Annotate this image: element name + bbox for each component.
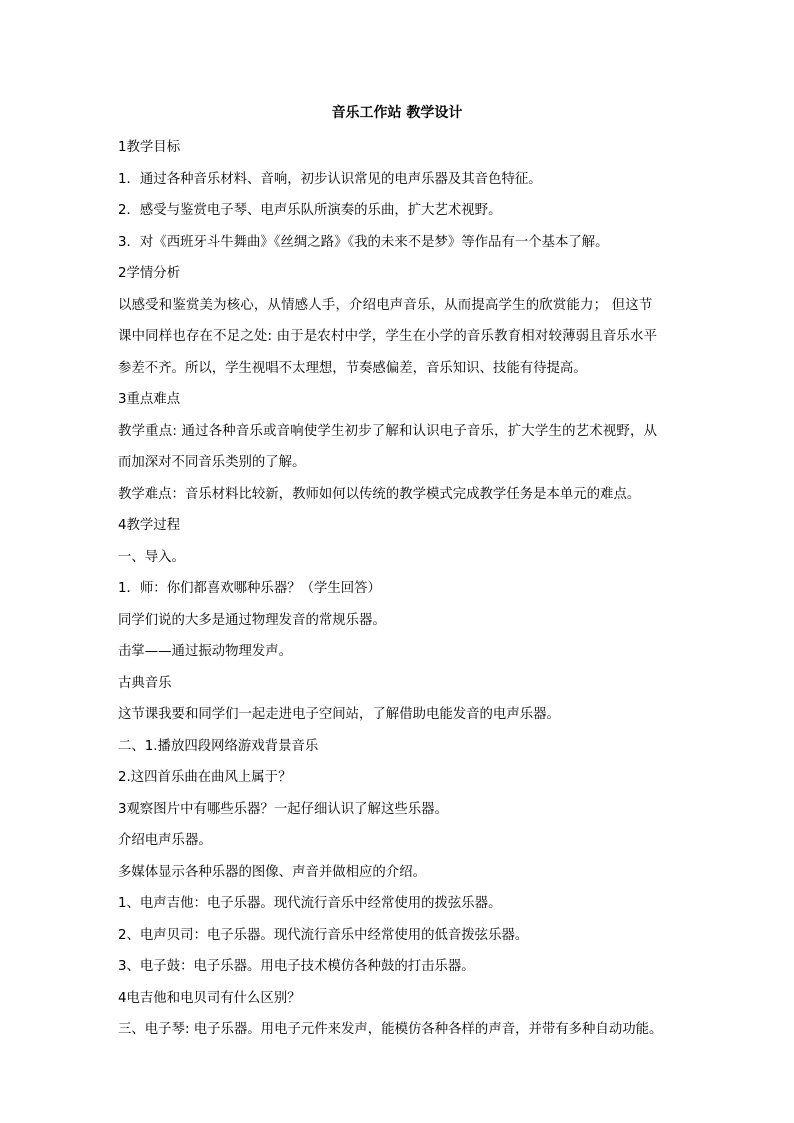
paragraph-line: 这节课我要和同学们一起走进电子空间站，了解借助电能发音的电声乐器。 (118, 707, 560, 722)
section-heading-key-points: 3重点难点 (118, 392, 181, 407)
goal-item-1: 1．通过各种音乐材料、音响，初步认识常见的电声乐器及其音色特征。 (118, 171, 542, 187)
list-item: 4电吉他和电贝司有什么区别？ (118, 990, 301, 1006)
paragraph-line: 课中同样也存在不足之处: 由于是农村中学，学生在小学的音乐教育相对较薄弱且音乐水平 (118, 329, 658, 344)
list-item: 1．师：你们都喜欢哪种乐器？（学生回答） (118, 581, 381, 596)
list-item: 3观察图片中有哪些乐器？一起仔细认识了解这些乐器。 (118, 801, 448, 817)
subsection-heading: 一、导入。 (118, 549, 185, 565)
paragraph-line: 同学们说的大多是通过物理发音的常规乐器。 (118, 612, 386, 628)
paragraph-line: 介绍电声乐器。 (118, 833, 212, 848)
paragraph-line: 而加深对不同音乐类别的了解。 (118, 455, 306, 470)
paragraph-line: 参差不齐。所以，学生视唱不太理想，节奏感偏差，音乐知识、技能有待提高。 (118, 360, 587, 376)
section-heading-student-analysis: 2学情分析 (118, 266, 181, 281)
document-title: 音乐工作站 教学设计 (331, 105, 463, 121)
paragraph-line: 多媒体显示各种乐器的图像、声音并做相应的介绍。 (118, 864, 426, 880)
subsection-heading: 二、1.播放四段网络游戏背景音乐 (118, 738, 319, 754)
list-item: 1、电声吉他：电子乐器。现代流行音乐中经常使用的拨弦乐器。 (118, 896, 502, 911)
section-heading-teaching-process: 4教学过程 (118, 518, 181, 533)
paragraph-line: 以感受和鉴赏美为核心，从情感人手，介绍电声音乐，从而提高学生的欣赏能力； 但这节 (118, 297, 653, 313)
list-item: 3、电子鼓：电子乐器。用电子技术模仿各种鼓的打击乐器。 (118, 959, 475, 974)
paragraph-line: 击掌——通过振动物理发声。 (118, 644, 293, 659)
subsection-heading: 三、电子琴: 电子乐器。用电子元件来发声，能模仿各种各样的声音，并带有多种自动功能。 (118, 1022, 663, 1037)
paragraph-line: 教学重点: 通过各种音乐或音响使学生初步了解和认识电子音乐，扩大学生的艺术视野，从 (118, 423, 658, 439)
list-item: 2.这四首乐曲在曲风上属于？ (118, 770, 292, 785)
paragraph-line: 古典音乐 (118, 675, 172, 691)
goal-item-3: 3．对《西班牙斗牛舞曲》《丝绸之路》《我的未来不是梦》等作品有一个基本了解。 (118, 234, 609, 250)
goal-item-2: 2．感受与鉴赏电子琴、电声乐队所演奏的乐曲，扩大艺术视野。 (118, 203, 502, 218)
section-heading-teaching-goals: 1教学目标 (118, 140, 181, 155)
list-item: 2、电声贝司：电子乐器。现代流行音乐中经常使用的低音拨弦乐器。 (118, 927, 529, 943)
paragraph-line: 教学难点：音乐材料比较新，教师如何以传统的教学模式完成教学任务是本单元的难点。 (118, 486, 641, 502)
document-body (118, 132, 678, 1046)
